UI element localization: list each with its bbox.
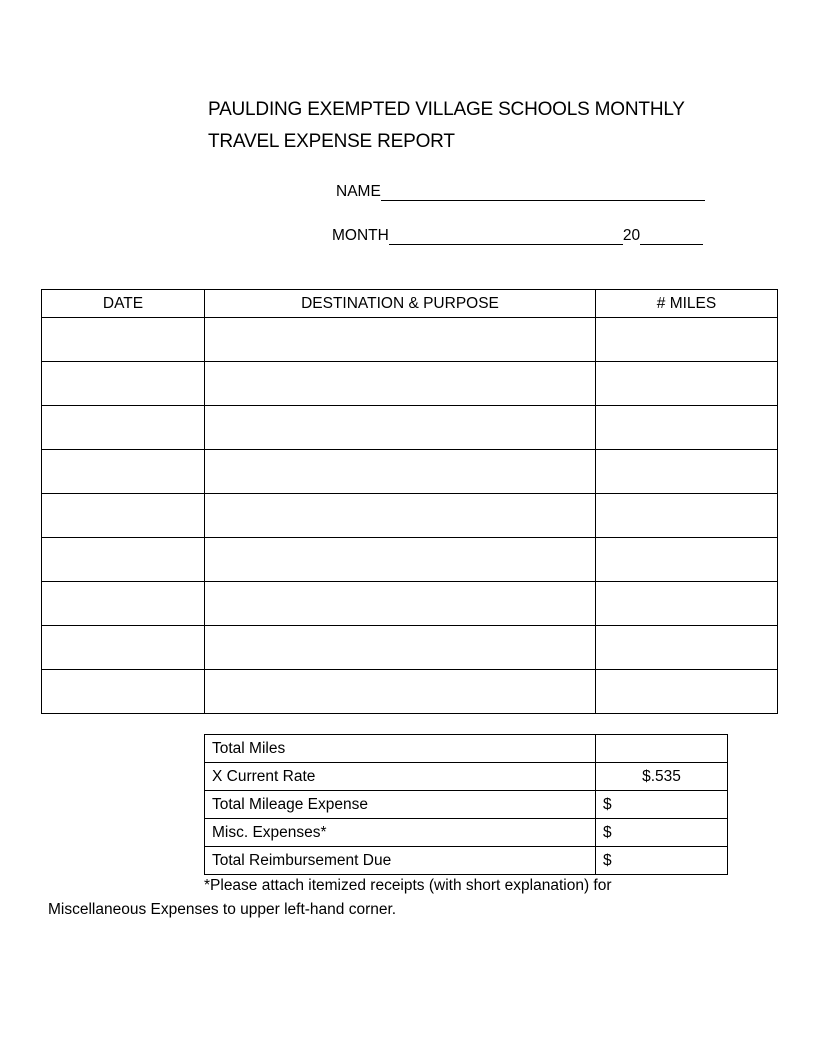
- destination-purpose-cell[interactable]: [205, 406, 596, 450]
- destination-purpose-cell[interactable]: [205, 362, 596, 406]
- miles-cell[interactable]: [596, 494, 778, 538]
- year-prefix: 20: [622, 227, 641, 244]
- date-cell[interactable]: [42, 670, 205, 714]
- summary-row-misc-expenses: [205, 819, 728, 847]
- miles-cell[interactable]: [596, 670, 778, 714]
- miles-cell[interactable]: [596, 406, 778, 450]
- total-miles-label: Total Miles: [205, 735, 596, 763]
- report-title-line-2: TRAVEL EXPENSE REPORT: [208, 131, 455, 152]
- date-column-header: DATE: [42, 290, 205, 318]
- miles-cell[interactable]: [596, 582, 778, 626]
- table-row: [42, 318, 778, 362]
- name-field-row: [336, 183, 705, 201]
- month-label: MONTH: [332, 227, 389, 244]
- mileage-expense-value[interactable]: $: [596, 791, 728, 819]
- reimbursement-due-value[interactable]: $: [596, 847, 728, 875]
- destination-purpose-cell[interactable]: [205, 318, 596, 362]
- total-miles-value[interactable]: [596, 735, 728, 763]
- miles-cell[interactable]: [596, 626, 778, 670]
- date-cell[interactable]: [42, 538, 205, 582]
- summary-row-mileage-expense: [205, 791, 728, 819]
- expense-summary-table: [204, 734, 728, 875]
- table-row: [42, 362, 778, 406]
- month-field-row: [332, 227, 703, 245]
- date-cell[interactable]: [42, 362, 205, 406]
- year-blank-line[interactable]: [640, 227, 703, 245]
- table-row: [42, 626, 778, 670]
- table-row: [42, 450, 778, 494]
- miles-column-header: # MILES: [596, 290, 778, 318]
- destination-purpose-cell[interactable]: [205, 538, 596, 582]
- date-cell[interactable]: [42, 406, 205, 450]
- table-row: [42, 538, 778, 582]
- name-blank-line[interactable]: [381, 183, 705, 201]
- travel-log-table: [41, 289, 778, 714]
- misc-expenses-value[interactable]: $: [596, 819, 728, 847]
- table-row: [42, 670, 778, 714]
- table-row: [42, 494, 778, 538]
- name-label: NAME: [336, 183, 381, 200]
- receipts-note-line-1: *Please attach itemized receipts (with short explanation) for: [204, 877, 612, 894]
- current-rate-label: X Current Rate: [205, 763, 596, 791]
- destination-purpose-cell[interactable]: [205, 450, 596, 494]
- table-row: [42, 582, 778, 626]
- travel-table-header-row: [42, 290, 778, 318]
- destination-purpose-column-header: DESTINATION & PURPOSE: [205, 290, 596, 318]
- reimbursement-due-label: Total Reimbursement Due: [205, 847, 596, 875]
- miles-cell[interactable]: [596, 450, 778, 494]
- date-cell[interactable]: [42, 582, 205, 626]
- date-cell[interactable]: [42, 626, 205, 670]
- date-cell[interactable]: [42, 450, 205, 494]
- misc-expenses-label: Misc. Expenses*: [205, 819, 596, 847]
- miles-cell[interactable]: [596, 318, 778, 362]
- summary-row-reimbursement-due: [205, 847, 728, 875]
- summary-row-total-miles: [205, 735, 728, 763]
- miles-cell[interactable]: [596, 362, 778, 406]
- current-rate-value: $.535: [596, 763, 728, 791]
- destination-purpose-cell[interactable]: [205, 626, 596, 670]
- miles-cell[interactable]: [596, 538, 778, 582]
- summary-row-current-rate: [205, 763, 728, 791]
- month-blank-line[interactable]: [389, 227, 623, 245]
- table-row: [42, 406, 778, 450]
- date-cell[interactable]: [42, 318, 205, 362]
- destination-purpose-cell[interactable]: [205, 494, 596, 538]
- report-title-line-1: PAULDING EXEMPTED VILLAGE SCHOOLS MONTHLY: [208, 99, 685, 120]
- date-cell[interactable]: [42, 494, 205, 538]
- receipts-note-line-2: Miscellaneous Expenses to upper left-hand corner.: [48, 901, 397, 918]
- destination-purpose-cell[interactable]: [205, 670, 596, 714]
- mileage-expense-label: Total Mileage Expense: [205, 791, 596, 819]
- destination-purpose-cell[interactable]: [205, 582, 596, 626]
